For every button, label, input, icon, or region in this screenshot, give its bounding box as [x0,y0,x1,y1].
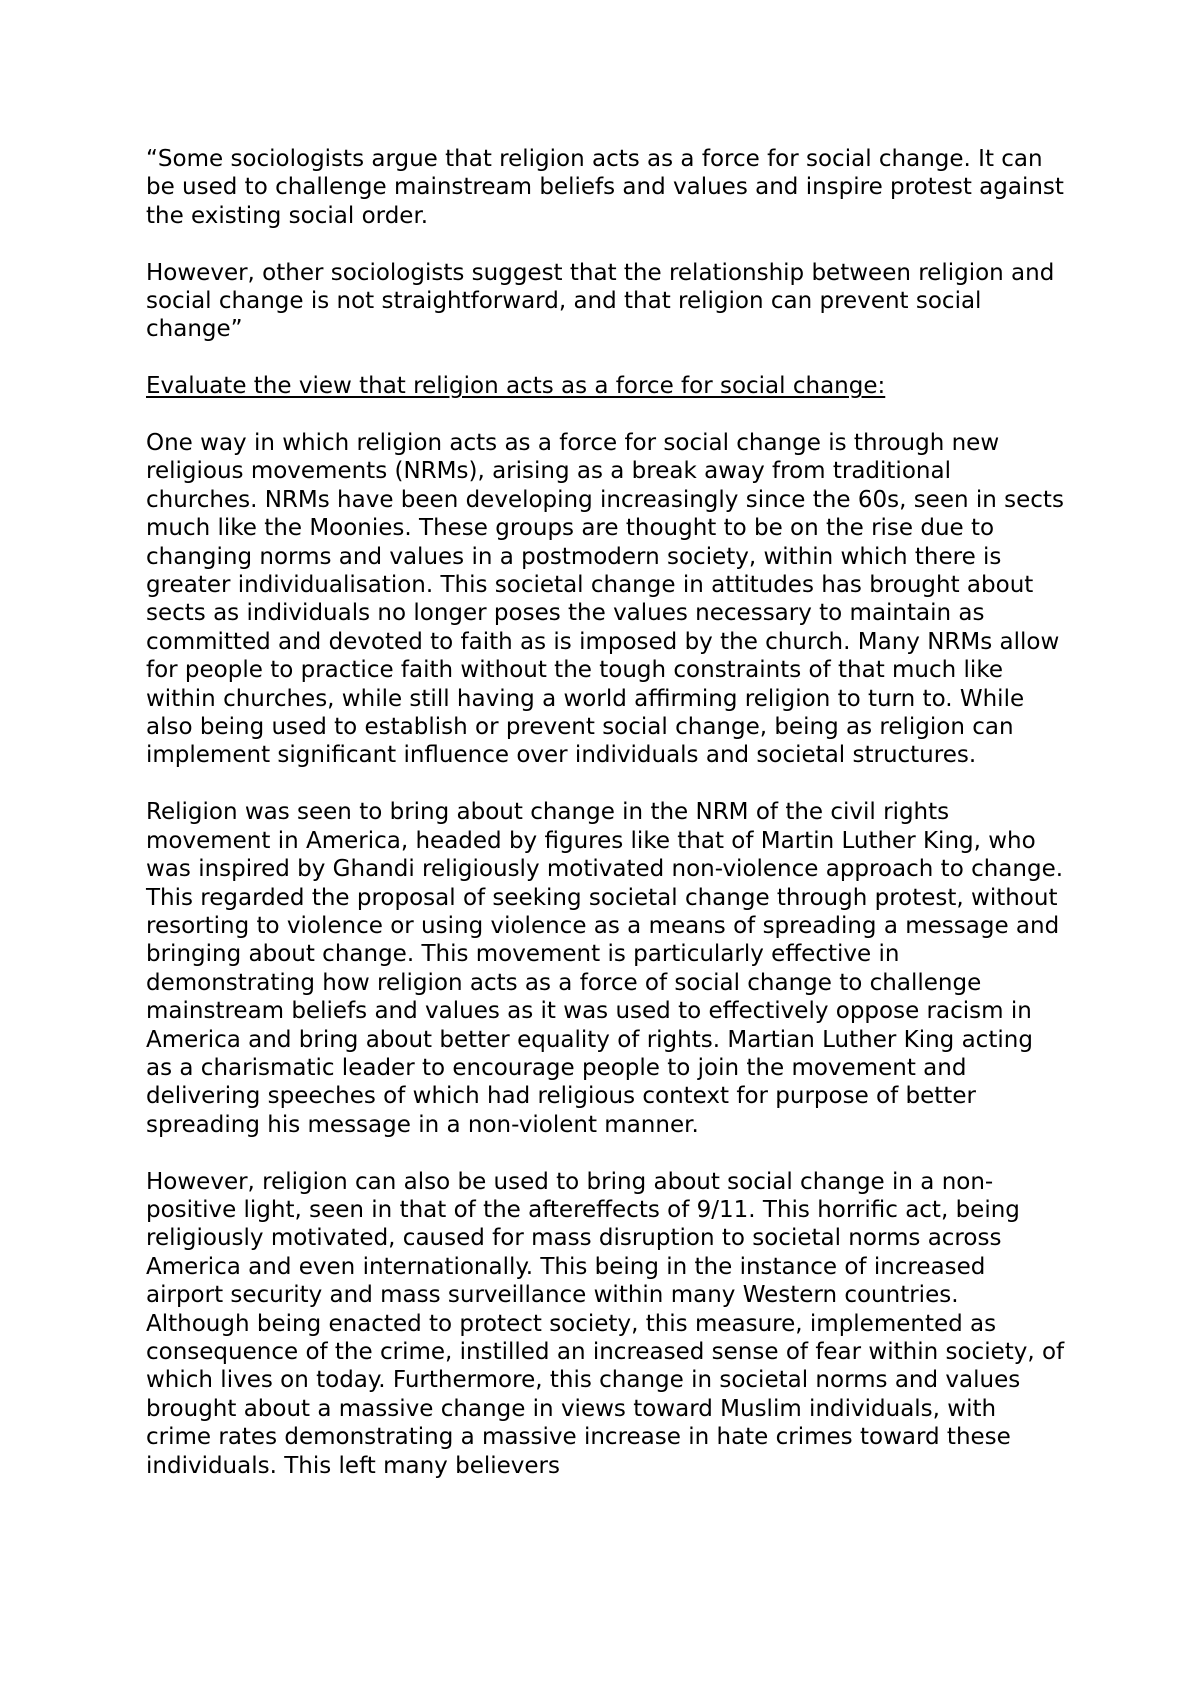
intro-quote-paragraph-1: “Some sociologists argue that religion acts as a force for social change. It can be used to challenge mainstream beliefs and values and inspire protest against the existing social order. [146,146,1064,229]
body-paragraph-civil-rights: Religion was seen to bring about change in the NRM of the civil rights movement in America, headed by figures like that of Martin Luther King, who was inspired by Ghandi religiously motivated non-violence approach to change. This regarded the proposal of seeking societal change through protest, without resorting to violence or using violence as a means of spreading a message and bringing about change. This movement is particularly effective in demonstrating how religion acts as a force of social change to challenge mainstream beliefs and values as it was used to effectively oppose racism in America and bring about better equality of rights. Martian Luther King acting as a charismatic leader to encourage people to join the movement and delivering speeches of which had religious context for purpose of better spreading his message in a non-violent manner. [146,799,1064,1138]
essay-question: Evaluate the view that religion acts as a force for social change: [146,373,886,400]
body-paragraph-nrms: One way in which religion acts as a force for social change is through new religious movements (NRMs), arising as a break away from traditional churches. NRMs have been developing increasingly since the 60s, seen in sects much like the Moonies. These groups are thought to be on the rise due to changing norms and values in a postmodern society, within which there is greater individualisation. This societal change in attitudes has brought about sects as individuals no longer poses the values necessary to maintain as committed and devoted to faith as is imposed by the church. Many NRMs allow for people to practice faith without the tough constraints of that much like within churches, while still having a world affirming religion to turn to. While also being used to establish or prevent social change, being as religion can implement significant influence over individuals and societal structures. [146,430,1064,769]
document-body [146,145,1066,1480]
body-paragraph-9-11: However, religion can also be used to bring about social change in a non-positive light, seen in that of the aftereffects of 9/11. This horrific act, being religiously motivated, caused for mass disruption to societal norms across America and even internationally. This being in the instance of increased airport security and mass surveillance within many Western countries. Although being enacted to protect society, this measure, implemented as consequence of the crime, instilled an increased sense of fear within society, of which lives on today. Furthermore, this change in societal norms and values brought about a massive change in views toward Muslim individuals, with crime rates demonstrating a massive increase in hate crimes toward these individuals. This left many believers [146,1168,1065,1479]
intro-quote-paragraph-2: However, other sociologists suggest that the relationship between religion and social change is not straightforward, and that religion can prevent social change” [146,259,1055,343]
